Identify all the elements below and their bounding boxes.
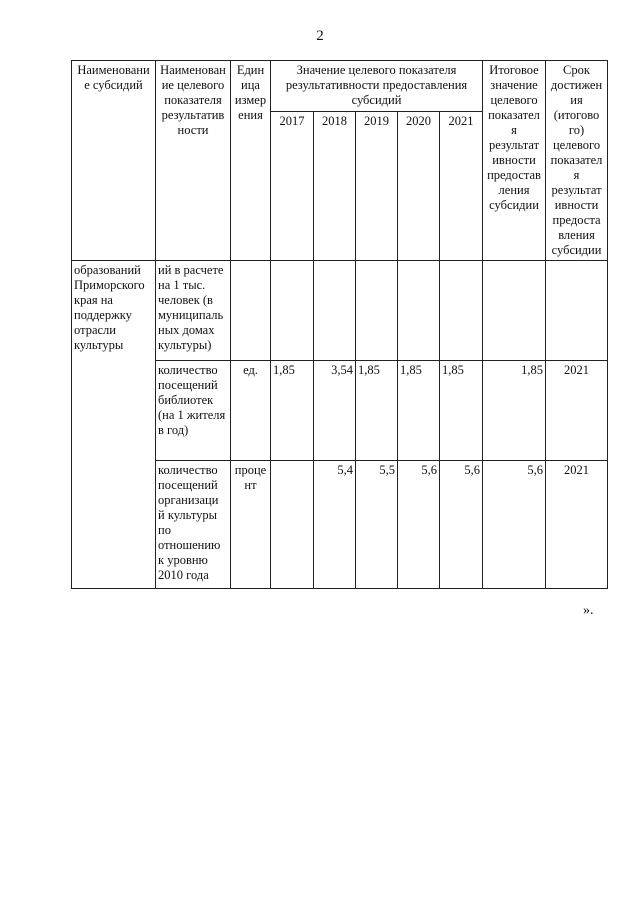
- header-unit: Един ица измер ения: [231, 61, 271, 261]
- total-cell: 1,85: [483, 361, 546, 461]
- indicator-cell: количество посещений организаци й культуры по отношению к уровню 2010 года: [156, 461, 231, 589]
- header-deadline: Срок достижен ия (итогово го) целевого показател я результат ивности предоста вления субсидии: [546, 61, 608, 261]
- header-year-2019: 2019: [356, 111, 398, 261]
- unit-cell: ед.: [231, 361, 271, 461]
- total-cell: 5,6: [483, 461, 546, 589]
- value-2021-cell: [440, 261, 483, 361]
- subsidy-indicators-table: [71, 60, 608, 589]
- value-2017-cell: [271, 261, 314, 361]
- header-year-2018: 2018: [314, 111, 356, 261]
- table-row: [72, 261, 608, 361]
- value-2019-cell: 1,85: [356, 361, 398, 461]
- total-cell: [483, 261, 546, 361]
- header-indicator-name: Наименован ие целевого показателя результатив ности: [156, 61, 231, 261]
- value-2020-cell: 1,85: [398, 361, 440, 461]
- value-2017-cell: 1,85: [271, 361, 314, 461]
- header-year-2017: 2017: [271, 111, 314, 261]
- value-2019-cell: [356, 261, 398, 361]
- value-2019-cell: 5,5: [356, 461, 398, 589]
- deadline-cell: 2021: [546, 461, 608, 589]
- unit-cell: проце нт: [231, 461, 271, 589]
- value-2017-cell: [271, 461, 314, 589]
- page-number: 2: [316, 28, 324, 44]
- value-2018-cell: 5,4: [314, 461, 356, 589]
- header-year-2021: 2021: [440, 111, 483, 261]
- closing-quote-mark: ».: [583, 603, 594, 618]
- value-2021-cell: 5,6: [440, 461, 483, 589]
- header-total-value: Итоговое значение целевого показател я результат ивности предостав ления субсидии: [483, 61, 546, 261]
- value-2020-cell: 5,6: [398, 461, 440, 589]
- value-2021-cell: 1,85: [440, 361, 483, 461]
- deadline-cell: 2021: [546, 361, 608, 461]
- indicator-cell: ий в расчете на 1 тыс. человек (в муниципаль ных домах культуры): [156, 261, 231, 361]
- unit-cell: [231, 261, 271, 361]
- subsidy-name-cell: образований Приморского края на поддержку отрасли культуры: [72, 261, 156, 589]
- indicator-cell: количество посещений библиотек (на 1 жителя в год): [156, 361, 231, 461]
- header-year-2020: 2020: [398, 111, 440, 261]
- header-target-values-group: Значение целевого показателя результативности предоставления субсидий: [271, 61, 483, 112]
- value-2018-cell: [314, 261, 356, 361]
- deadline-cell: [546, 261, 608, 361]
- value-2020-cell: [398, 261, 440, 361]
- value-2018-cell: 3,54: [314, 361, 356, 461]
- header-subsidy-name: Наименовани е субсидий: [72, 61, 156, 261]
